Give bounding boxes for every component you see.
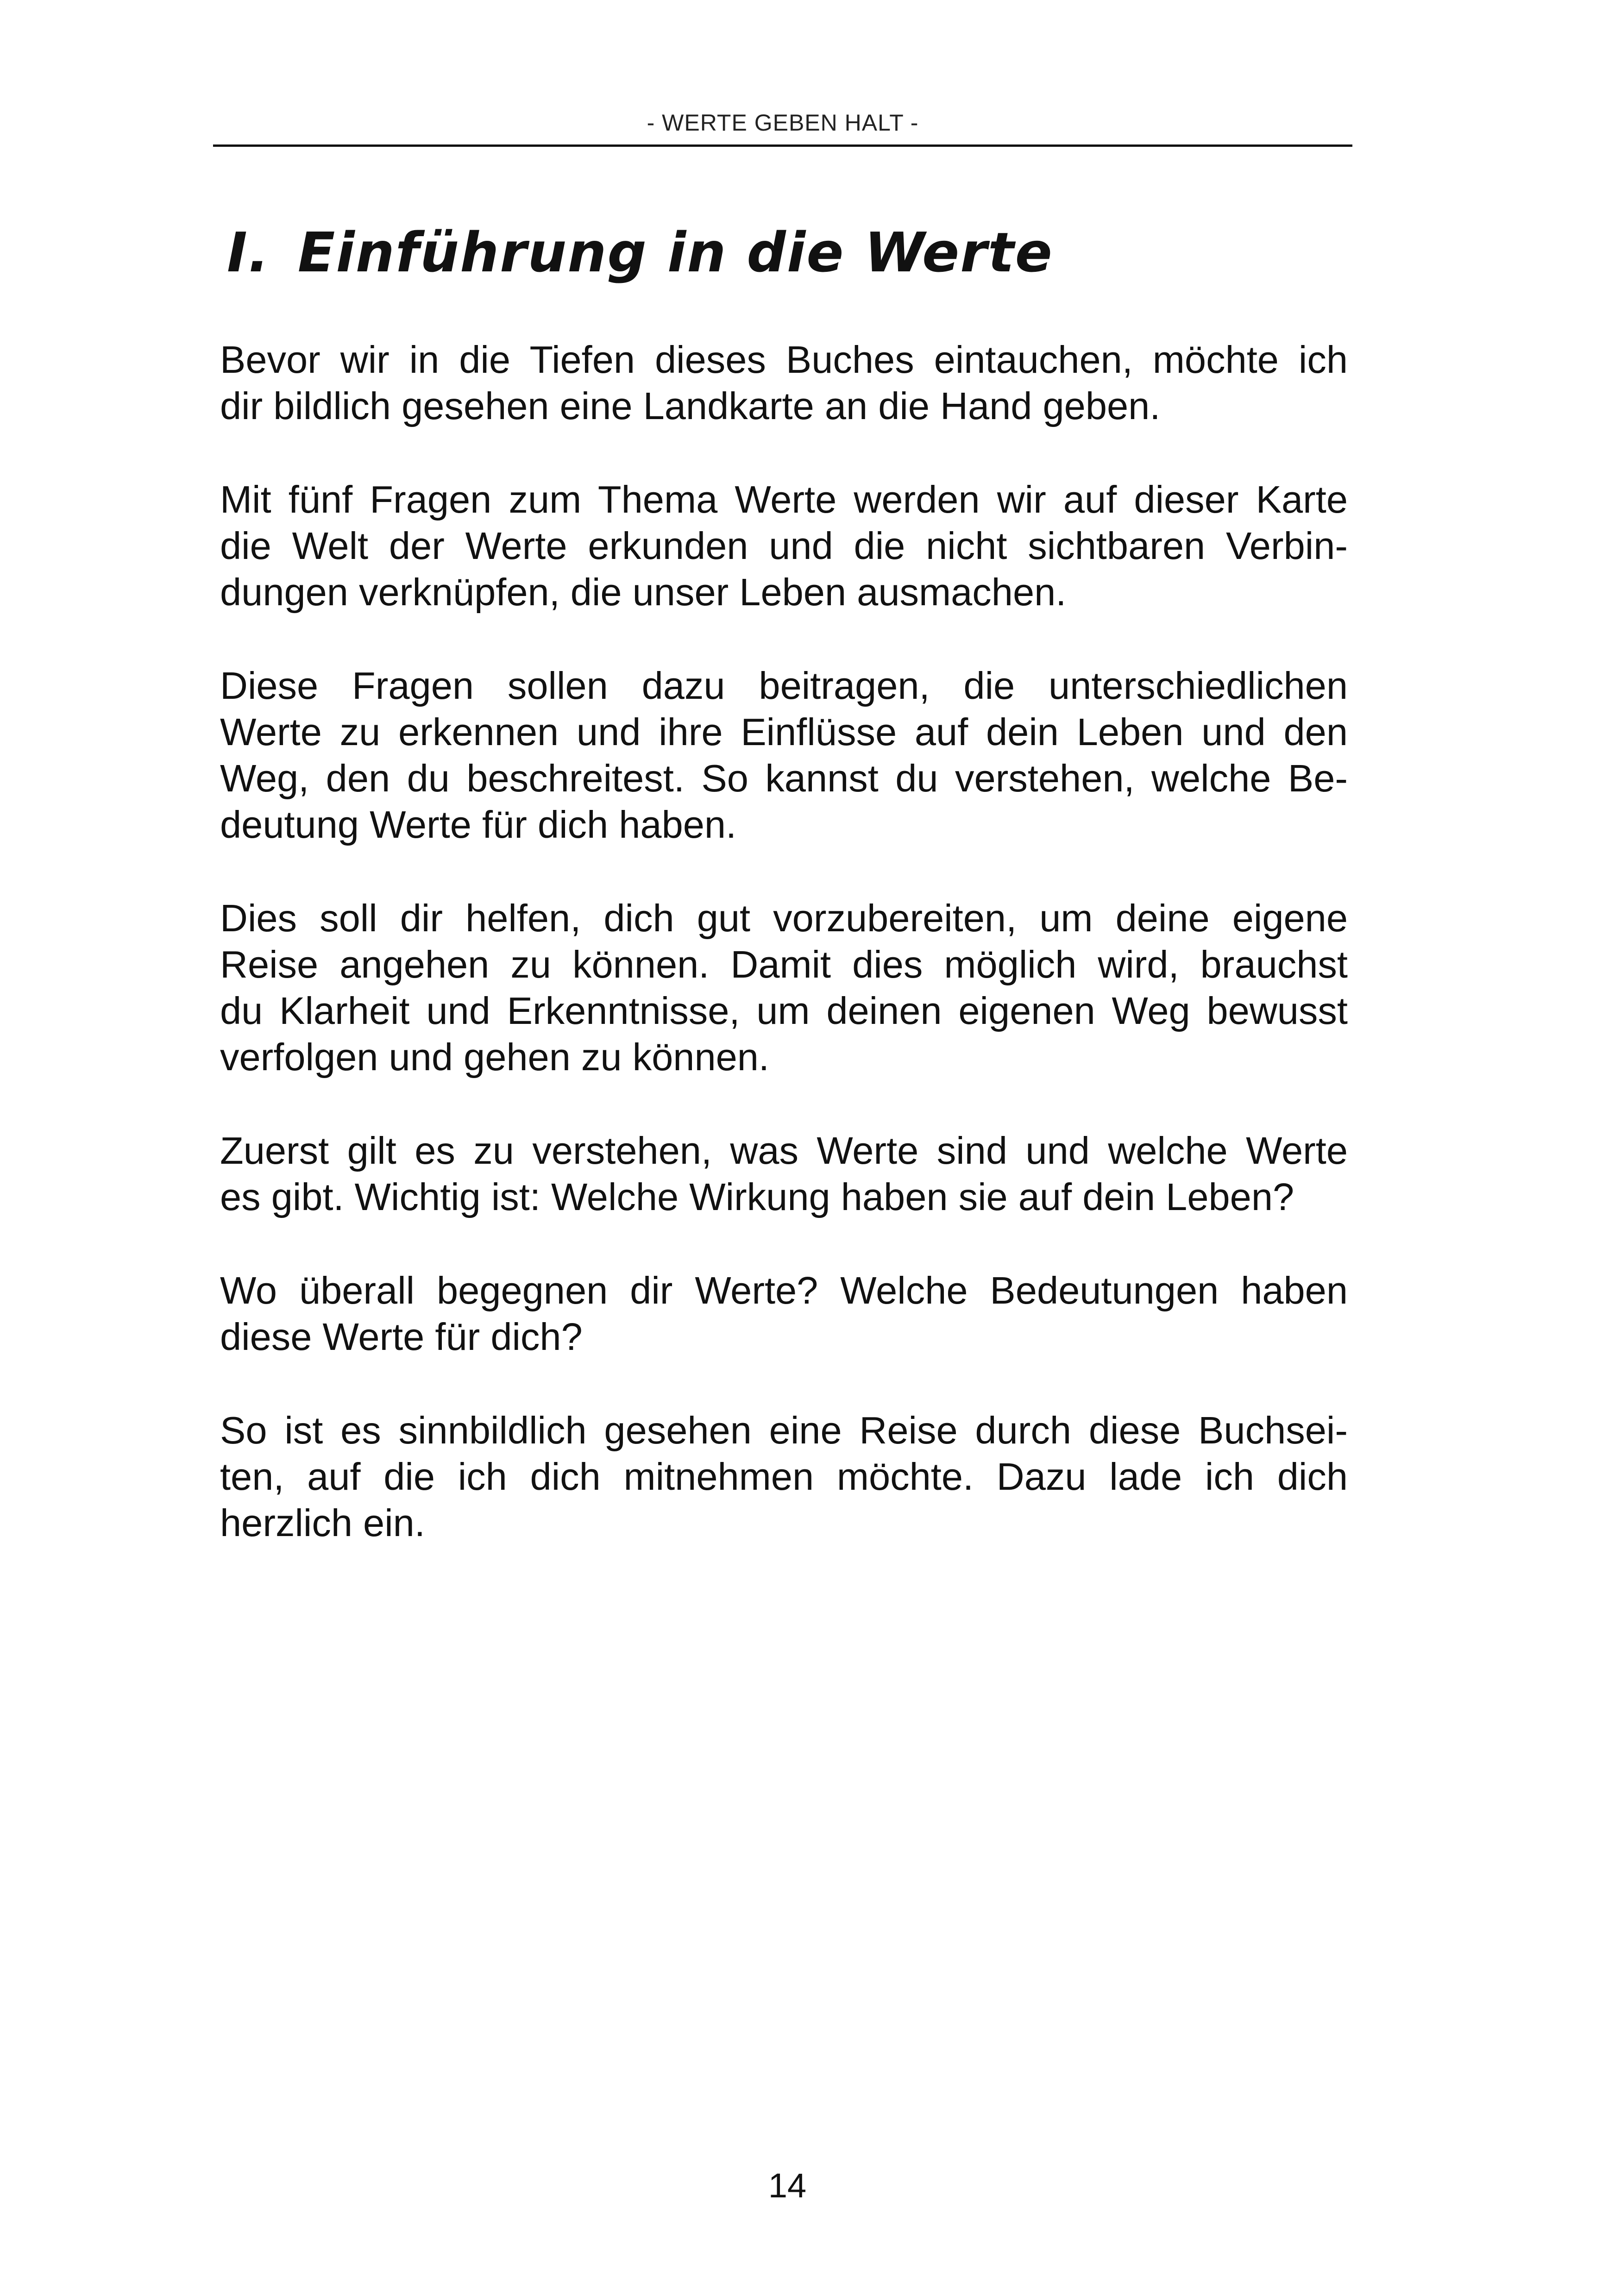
chapter-title [227, 218, 1053, 287]
paragraph-4 [220, 895, 1348, 1080]
chapter-number: I. [227, 220, 270, 284]
text-line: Werte zu erkennen und ihre Einflüsse auf dein Leben und den [220, 710, 1348, 753]
text-line: So ist es sinnbildlich gesehen eine Reise durch diese Buchsei- [220, 1409, 1348, 1452]
text-line: diese Werte für dich? [220, 1315, 583, 1358]
text-line: deutung Werte für dich haben. [220, 803, 737, 846]
paragraph-2 [220, 477, 1348, 615]
text-line: du Klarheit und Erkenntnisse, um deinen eigenen Weg bewusst [220, 989, 1348, 1032]
paragraph-1 [220, 337, 1348, 429]
text-line: Wo überall begegnen dir Werte? Welche Bedeutungen haben [220, 1269, 1348, 1312]
text-line: die Welt der Werte erkunden und die nicht sichtbaren Verbin- [220, 524, 1348, 567]
text-line: Weg, den du beschreitest. So kannst du verstehen, welche Be- [220, 757, 1348, 800]
paragraph-5 [220, 1128, 1348, 1220]
text-line: es gibt. Wichtig ist: Welche Wirkung haben sie auf dein Leben? [220, 1175, 1294, 1218]
text-line: verfolgen und gehen zu können. [220, 1035, 769, 1079]
text-line: dungen verknüpfen, die unser Leben ausmachen. [220, 571, 1067, 614]
text-line: dir bildlich gesehen eine Landkarte an die Hand geben. [220, 384, 1161, 427]
text-line: herzlich ein. [220, 1501, 425, 1544]
text-line: Mit fünf Fragen zum Thema Werte werden wir auf dieser Karte [220, 478, 1348, 521]
paragraph-7 [220, 1407, 1348, 1546]
paragraph-3 [220, 663, 1348, 848]
header-rule [213, 144, 1352, 147]
chapter-title-text: Einführung in die Werte [297, 220, 1053, 284]
page-number: 14 [768, 2166, 807, 2205]
text-line: Zuerst gilt es zu verstehen, was Werte sind und welche Werte [220, 1129, 1348, 1172]
text-line: ten, auf die ich dich mitnehmen möchte. Dazu lade ich dich [220, 1455, 1348, 1498]
text-line: Bevor wir in die Tiefen dieses Buches eintauchen, möchte ich [220, 338, 1348, 381]
body-text [220, 337, 1348, 1593]
text-line: Dies soll dir helfen, dich gut vorzubereiten, um deine eigene [220, 897, 1348, 940]
paragraph-6 [220, 1267, 1348, 1360]
running-header: - WERTE GEBEN HALT - [647, 110, 919, 136]
text-line: Reise angehen zu können. Damit dies möglich wird, brauchst [220, 943, 1348, 986]
text-line: Diese Fragen sollen dazu beitragen, die unterschiedlichen [220, 664, 1348, 707]
